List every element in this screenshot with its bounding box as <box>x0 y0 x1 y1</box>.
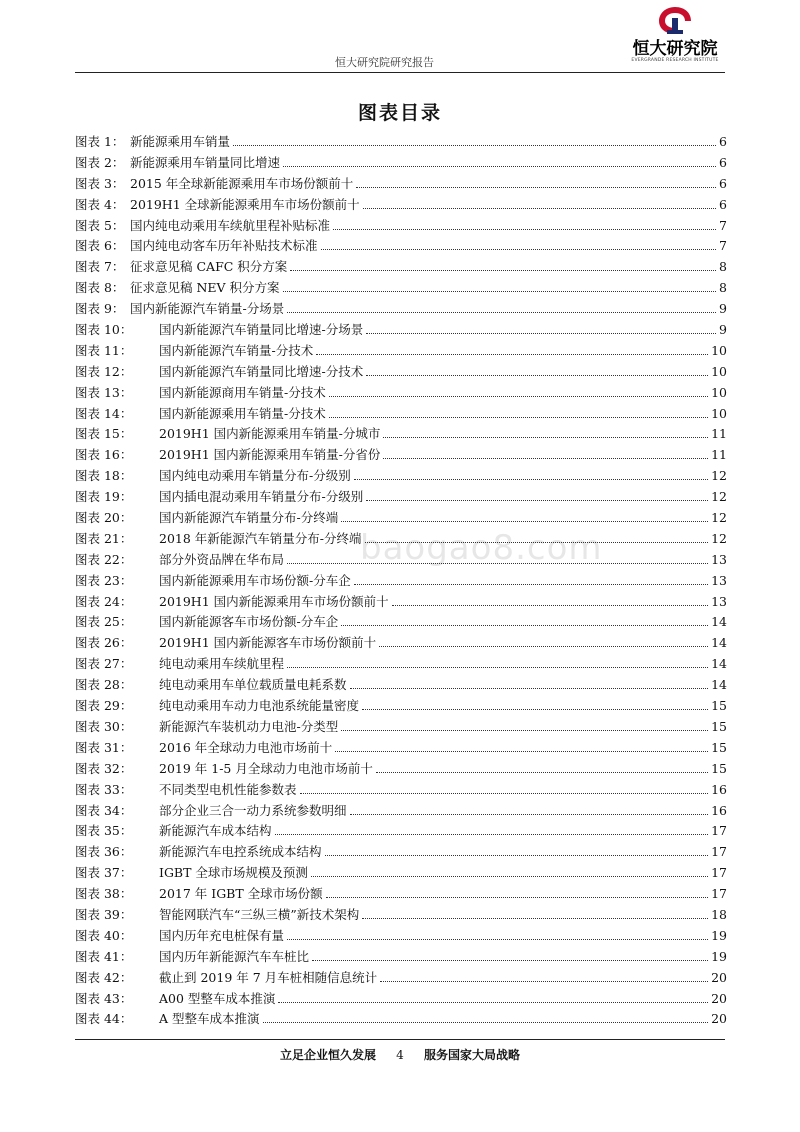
toc-entry-text: 纯电动乘用车动力电池系统能量密度 <box>159 698 360 714</box>
toc-entry[interactable] <box>75 1009 727 1030</box>
toc-entry-label: 图表 32： <box>75 760 133 776</box>
toc-entry-page: 7 <box>719 217 727 233</box>
toc-entry[interactable] <box>75 717 727 738</box>
toc-entry-label: 图表 5： <box>75 217 125 233</box>
toc-entry-text: 国内新能源汽车销量同比增速-分场景 <box>159 322 364 338</box>
toc-entry-text: 国内新能源商用车销量-分技术 <box>159 384 326 400</box>
toc-entry-label: 图表 34： <box>75 802 133 818</box>
toc-entry-text: 2019H1 国内新能源乘用车市场份额前十 <box>159 593 389 609</box>
toc-entry-page: 11 <box>711 447 727 463</box>
toc-entry[interactable] <box>75 821 727 842</box>
toc-leader-dots <box>283 291 717 292</box>
toc-entry-text: 国内历年充电桩保有量 <box>159 927 285 943</box>
toc-entry-text: 智能网联汽车“三纵三横”新技术架构 <box>159 906 360 922</box>
toc-entry[interactable] <box>75 153 727 174</box>
logo-name: 恒大研究院 <box>632 39 718 59</box>
toc-leader-dots <box>329 396 708 397</box>
toc-entry-page: 6 <box>719 154 727 170</box>
toc-entry-text: 国内新能源乘用车市场份额-分车企 <box>159 572 351 588</box>
toc-entry-page: 17 <box>711 886 727 902</box>
toc-leader-dots <box>350 814 709 815</box>
toc-entry-label: 图表 8： <box>75 280 125 296</box>
toc-entry-page: 20 <box>711 1011 727 1027</box>
toc-leader-dots <box>362 918 708 919</box>
toc-leader-dots <box>233 145 716 146</box>
toc-entry-page: 11 <box>711 426 727 442</box>
toc-leader-dots <box>380 981 708 982</box>
toc-leader-dots <box>341 625 708 626</box>
toc-entry-page: 10 <box>711 405 727 421</box>
toc-entry-label: 图表 18： <box>75 468 133 484</box>
toc-leader-dots <box>290 270 716 271</box>
toc-entry-text: 纯电动乘用车单位载质量电耗系数 <box>159 677 347 693</box>
toc-entry-label: 图表 28： <box>75 677 133 693</box>
toc-leader-dots <box>362 709 708 710</box>
toc-entry-label: 图表 43： <box>75 990 133 1006</box>
toc-entry-text: 部分外资品牌在华布局 <box>159 551 285 567</box>
toc-leader-dots <box>341 521 708 522</box>
toc-entry-text: 2019H1 国内新能源乘用车销量-分城市 <box>159 426 381 442</box>
toc-leader-dots <box>379 646 708 647</box>
toc-entry-text: 2015 年全球新能源乘用车市场份额前十 <box>130 175 354 191</box>
toc-entry-text: 2017 年 IGBT 全球市场份额 <box>159 886 323 902</box>
toc-entry-label: 图表 20： <box>75 510 133 526</box>
toc-entry[interactable] <box>75 633 727 654</box>
toc-leader-dots <box>326 897 708 898</box>
toc-entry-label: 图表 19： <box>75 489 133 505</box>
toc-entry-page: 17 <box>711 844 727 860</box>
toc-entry-text: 征求意见稿 CAFC 积分方案 <box>130 259 288 275</box>
toc-entry-label: 图表 40： <box>75 927 133 943</box>
toc-entry-page: 7 <box>719 238 727 254</box>
toc-entry[interactable] <box>75 508 727 529</box>
toc-entry-text: 国内新能源客车市场份额-分车企 <box>159 614 339 630</box>
toc-entry[interactable] <box>75 801 727 822</box>
toc-entry-page: 20 <box>711 990 727 1006</box>
toc-entry-label: 图表 22： <box>75 551 133 567</box>
toc-entry[interactable] <box>75 675 727 696</box>
toc-entry-label: 图表 42： <box>75 969 133 985</box>
toc-entry-label: 图表 11： <box>75 342 133 358</box>
toc-entry-text: 国内历年新能源汽车车桩比 <box>159 948 310 964</box>
toc-entry[interactable] <box>75 905 727 926</box>
toc-entry-page: 20 <box>711 969 727 985</box>
toc-entry-page: 10 <box>711 384 727 400</box>
toc-leader-dots <box>341 730 708 731</box>
toc-entry-page: 9 <box>719 322 727 338</box>
toc-entry-label: 图表 33： <box>75 781 133 797</box>
toc-entry-label: 图表 39： <box>75 906 133 922</box>
toc-entry-page: 9 <box>719 301 727 317</box>
toc-leader-dots <box>316 354 708 355</box>
toc-entry-page: 6 <box>719 175 727 191</box>
toc-entry[interactable] <box>75 132 727 153</box>
toc-entry-text: 新能源乘用车销量 <box>130 134 231 149</box>
toc-entry[interactable] <box>75 550 727 571</box>
toc-entry-text: 2018 年新能源汽车销量分布-分终端 <box>159 530 362 546</box>
toc-entry-label: 图表 9： <box>75 301 125 317</box>
toc-entry[interactable] <box>75 404 727 425</box>
toc-entry-label: 图表 29： <box>75 698 133 714</box>
toc-entry[interactable] <box>75 968 727 989</box>
toc-entry[interactable] <box>75 696 727 717</box>
toc-entry-text: 部分企业三合一动力系统参数明细 <box>159 802 347 818</box>
toc-entry-page: 10 <box>711 363 727 379</box>
toc-leader-dots <box>321 249 717 250</box>
toc-leader-dots <box>392 605 708 606</box>
toc-entry[interactable] <box>75 947 727 968</box>
logo-subtitle: EVERGRANDE RESEARCH INSTITUTE <box>631 58 719 63</box>
toc-entry-text: 新能源乘用车销量同比增速 <box>130 154 281 170</box>
toc-entry-text: 征求意见稿 NEV 积分方案 <box>130 280 280 296</box>
toc-entry-page: 15 <box>711 760 727 776</box>
toc-leader-dots <box>287 667 708 668</box>
toc-entry[interactable] <box>75 174 727 195</box>
toc-entry-label: 图表 10： <box>75 322 133 338</box>
toc-entry[interactable] <box>75 466 727 487</box>
toc-entry-text: 2019H1 国内新能源乘用车销量-分省份 <box>159 447 381 463</box>
toc-entry-page: 14 <box>711 635 727 651</box>
page-number: 4 <box>396 1048 404 1062</box>
toc-entry[interactable] <box>75 341 727 362</box>
toc-entry-text: 国内纯电动客车历年补贴技术标准 <box>130 238 318 254</box>
toc-entry-label: 图表 14： <box>75 405 133 421</box>
toc-entry[interactable] <box>75 884 727 905</box>
toc-entry[interactable] <box>75 278 727 299</box>
toc-entry-label: 图表 3： <box>75 175 125 191</box>
toc-entry-label: 图表 36： <box>75 844 133 860</box>
toc-entry-text: 国内新能源汽车销量-分技术 <box>159 342 314 358</box>
toc-entry[interactable] <box>75 842 727 863</box>
toc-entry-page: 19 <box>711 948 727 964</box>
logo <box>629 4 721 68</box>
toc-leader-dots <box>354 584 708 585</box>
toc-entry-label: 图表 30： <box>75 718 133 734</box>
toc-entry-text: 2016 年全球动力电池市场前十 <box>159 739 333 755</box>
toc-entry-page: 12 <box>711 510 727 526</box>
toc-entry-label: 图表 26： <box>75 635 133 651</box>
toc-entry-text: 国内新能源汽车销量-分场景 <box>130 301 285 317</box>
toc-leader-dots <box>366 333 716 334</box>
toc-entry[interactable] <box>75 236 727 257</box>
toc-entry[interactable] <box>75 738 727 759</box>
toc-entry-text: 国内纯电动乘用车续航里程补贴标准 <box>130 217 331 233</box>
toc-entry-page: 6 <box>719 134 727 149</box>
toc-entry[interactable] <box>75 592 727 613</box>
toc-entry-label: 图表 23： <box>75 572 133 588</box>
toc-entry-label: 图表 6： <box>75 238 125 254</box>
toc-entry-text: IGBT 全球市场规模及预测 <box>159 865 308 881</box>
toc-entry[interactable] <box>75 780 727 801</box>
toc-leader-dots <box>383 458 708 459</box>
toc-leader-dots <box>333 229 716 230</box>
toc-entry-page: 15 <box>711 698 727 714</box>
toc-entry-text: 纯电动乘用车续航里程 <box>159 656 285 672</box>
toc-leader-dots <box>283 166 716 167</box>
toc-leader-dots <box>366 375 708 376</box>
toc-leader-dots <box>356 187 716 188</box>
toc-entry-text: 2019H1 全球新能源乘用车市场份额前十 <box>130 196 360 212</box>
toc-entry[interactable] <box>75 654 727 675</box>
toc-entry-page: 19 <box>711 927 727 943</box>
toc-entry-text: 国内插电混动乘用车销量分布-分级别 <box>159 489 364 505</box>
watermark: baogao8.com <box>360 528 603 568</box>
toc-entry[interactable] <box>75 195 727 216</box>
toc-entry-text: 截止到 2019 年 7 月车桩相随信息统计 <box>159 969 378 985</box>
toc-leader-dots <box>383 437 708 438</box>
toc-entry-label: 图表 12： <box>75 363 133 379</box>
toc-leader-dots <box>376 772 708 773</box>
toc-entry-text: 新能源汽车装机动力电池-分类型 <box>159 718 339 734</box>
toc-entry-label: 图表 21： <box>75 530 133 546</box>
toc-entry-text: A 型整车成本推演 <box>159 1011 260 1027</box>
toc-entry-label: 图表 16： <box>75 447 133 463</box>
toc-entry-label: 图表 35： <box>75 823 133 839</box>
toc-leader-dots <box>275 834 709 835</box>
footer-left-slogan: 立足企业恒久发展 <box>279 1048 376 1062</box>
toc-entry-page: 17 <box>711 865 727 881</box>
toc-entry[interactable] <box>75 320 727 341</box>
toc-entry[interactable] <box>75 759 727 780</box>
toc-entry-page: 10 <box>711 342 727 358</box>
toc-entry-page: 13 <box>711 572 727 588</box>
toc-entry-text: 2019H1 国内新能源客车市场份额前十 <box>159 635 377 651</box>
toc-entry[interactable] <box>75 445 727 466</box>
toc-entry-text: 国内新能源乘用车销量-分技术 <box>159 405 326 421</box>
toc-leader-dots <box>366 500 708 501</box>
toc-entry-label: 图表 37： <box>75 865 133 881</box>
toc-entry-text: 国内新能源汽车销量分布-分终端 <box>159 510 339 526</box>
toc-entry-text: 不同类型电机性能参数表 <box>159 781 297 797</box>
toc-entry-page: 16 <box>711 802 727 818</box>
toc-entry[interactable] <box>75 487 727 508</box>
toc-entry-label: 图表 2： <box>75 154 125 170</box>
toc-entry-label: 图表 13： <box>75 384 133 400</box>
toc-entry-page: 12 <box>711 489 727 505</box>
toc-entry-text: 新能源汽车电控系统成本结构 <box>159 844 322 860</box>
toc-entry[interactable] <box>75 612 727 633</box>
toc-entry[interactable] <box>75 926 727 947</box>
toc-leader-dots <box>363 208 716 209</box>
toc-leader-dots <box>287 312 716 313</box>
toc-entry-text: 国内新能源汽车销量同比增速-分技术 <box>159 363 364 379</box>
toc-entry[interactable] <box>75 257 727 278</box>
toc-entry[interactable] <box>75 571 727 592</box>
toc-entry[interactable] <box>75 989 727 1010</box>
footer-right-slogan: 服务国家大局战略 <box>424 1048 521 1062</box>
toc-entry[interactable] <box>75 383 727 404</box>
toc-entry[interactable] <box>75 362 727 383</box>
toc-entry-page: 13 <box>711 593 727 609</box>
toc-title: 图表目录 <box>357 102 442 124</box>
toc-entry-page: 14 <box>711 656 727 672</box>
toc-leader-dots <box>329 417 708 418</box>
toc-entry-page: 15 <box>711 739 727 755</box>
toc-entry-label: 图表 31： <box>75 739 133 755</box>
toc-entry-page: 12 <box>711 530 727 546</box>
toc-entry-page: 13 <box>711 551 727 567</box>
toc-leader-dots <box>287 563 708 564</box>
page-header <box>75 0 725 73</box>
toc-leader-dots <box>325 855 709 856</box>
header-title: 恒大研究院研究报告 <box>335 56 434 69</box>
toc-entry-text: A00 型整车成本推演 <box>159 990 276 1006</box>
toc-entry[interactable] <box>75 216 727 237</box>
toc-leader-dots <box>312 960 708 961</box>
toc-leader-dots <box>300 793 709 794</box>
toc-entry[interactable] <box>75 424 727 445</box>
toc-leader-dots <box>354 479 708 480</box>
toc-entry-text: 2019 年 1-5 月全球动力电池市场前十 <box>159 760 373 776</box>
toc-entry-label: 图表 4： <box>75 196 125 212</box>
toc-leader-dots <box>311 876 708 877</box>
toc-entry-page: 8 <box>719 280 727 296</box>
toc-entry-label: 图表 41： <box>75 948 133 964</box>
toc-entry-label: 图表 7： <box>75 259 125 275</box>
toc-entry-page: 16 <box>711 781 727 797</box>
toc-entry-page: 15 <box>711 718 727 734</box>
toc-entry-label: 图表 25： <box>75 614 133 630</box>
toc-leader-dots <box>278 1002 708 1003</box>
toc-entry-label: 图表 38： <box>75 886 133 902</box>
toc-entry-page: 14 <box>711 677 727 693</box>
toc-entry[interactable] <box>75 529 727 550</box>
toc-entry-page: 17 <box>711 823 727 839</box>
toc-entry-label: 图表 27： <box>75 656 133 672</box>
toc-leader-dots <box>335 751 708 752</box>
toc-entry-label: 图表 44： <box>75 1011 133 1027</box>
toc-entry-label: 图表 24： <box>75 593 133 609</box>
page-footer <box>75 1039 725 1063</box>
logo-icon <box>655 4 695 38</box>
toc-entry-page: 18 <box>711 906 727 922</box>
toc-entry-page: 12 <box>711 468 727 484</box>
toc-entry-page: 14 <box>711 614 727 630</box>
toc-entry[interactable] <box>75 299 727 320</box>
toc-entry-text: 国内纯电动乘用车销量分布-分级别 <box>159 468 351 484</box>
toc-entry-page: 6 <box>719 196 727 212</box>
toc-leader-dots <box>263 1022 709 1023</box>
table-of-figures <box>75 132 727 1030</box>
toc-leader-dots <box>350 688 709 689</box>
toc-entry-label: 图表 15： <box>75 426 133 442</box>
toc-entry-label: 图表 1： <box>75 134 125 149</box>
toc-entry[interactable] <box>75 863 727 884</box>
toc-entry-text: 新能源汽车成本结构 <box>159 823 272 839</box>
toc-leader-dots <box>287 939 708 940</box>
toc-leader-dots <box>365 542 709 543</box>
toc-entry-page: 8 <box>719 259 727 275</box>
